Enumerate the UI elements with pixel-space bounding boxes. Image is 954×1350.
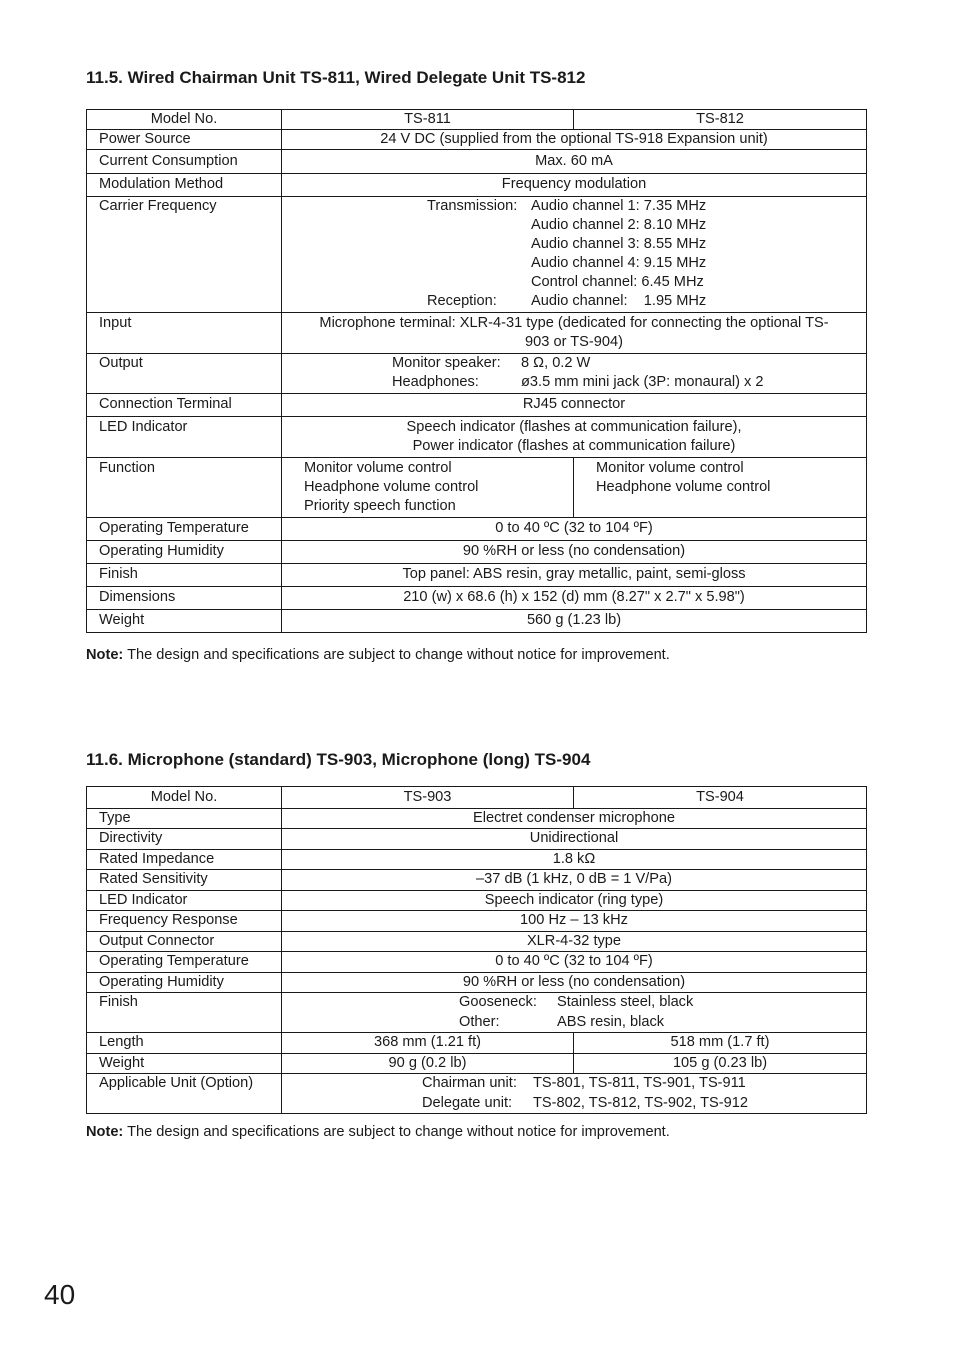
- value-current-consumption: Max. 60 mA: [282, 150, 867, 174]
- t2-row-rated-impedance: [87, 849, 867, 870]
- value-input: [282, 313, 867, 354]
- value-operating-humidity: 90 %RH or less (no condensation): [282, 541, 867, 564]
- row-dimensions: [87, 587, 867, 610]
- label-dimensions: Dimensions: [87, 587, 282, 610]
- function-ts811-item-1: Monitor volume control: [304, 460, 452, 476]
- carrier-tx-line-5: [427, 273, 862, 292]
- t2-row-frequency-response: [87, 911, 867, 932]
- t2-value-output-connector: XLR-4-32 type: [282, 931, 867, 952]
- t2-applicable-delegate-label: Delegate unit:: [422, 1094, 513, 1111]
- t2-value-weight-ts903: 90 g (0.2 lb): [282, 1053, 574, 1074]
- input-line-2: 903 or TS-904): [525, 334, 623, 350]
- carrier-transmission-line: [427, 197, 862, 216]
- carrier-transmission-label: Transmission:: [427, 198, 518, 214]
- value-led-indicator: [282, 417, 867, 458]
- t2-value-applicable-unit: [282, 1074, 867, 1114]
- value-output: [282, 354, 867, 394]
- t2-finish-other-line: [459, 1013, 862, 1033]
- value-dimensions: 210 (w) x 68.6 (h) x 152 (d) mm (8.27" x 2.7" x 5.98"): [282, 587, 867, 610]
- t2-value-directivity: Unidirectional: [282, 829, 867, 850]
- row-operating-temperature: [87, 518, 867, 541]
- header-ts811: TS-811: [282, 110, 574, 130]
- label-input: Input: [87, 313, 282, 354]
- t2-row-type: [87, 808, 867, 829]
- note-section-2: [86, 1123, 670, 1141]
- t2-label-frequency-response: Frequency Response: [87, 911, 282, 932]
- section-title-11-6: 11.6. Microphone (standard) TS-903, Microphone (long) TS-904: [86, 750, 591, 769]
- function-ts811-item-2: Headphone volume control: [304, 479, 479, 495]
- row-current-consumption: [87, 150, 867, 174]
- output-headphones-label: Headphones:: [392, 374, 479, 390]
- output-speaker-value: 8 Ω, 0.2 W: [521, 355, 591, 371]
- t2-row-applicable-unit: [87, 1074, 867, 1114]
- t2-row-operating-humidity: [87, 972, 867, 993]
- row-modulation-method: [87, 174, 867, 197]
- t2-value-weight-ts904: 105 g (0.23 lb): [574, 1053, 867, 1074]
- t2-value-operating-temperature: 0 to 40 ºC (32 to 104 ºF): [282, 952, 867, 973]
- t2-label-finish: Finish: [87, 993, 282, 1033]
- note-label: Note:: [86, 647, 124, 663]
- table2-header-row: [87, 787, 867, 809]
- t2-row-output-connector: [87, 931, 867, 952]
- function-ts812-item-1: Monitor volume control: [596, 460, 744, 476]
- value-function-ts812: [574, 458, 867, 518]
- carrier-tx-line-4-text: Audio channel 4: 9.15 MHz: [531, 255, 707, 271]
- t2-finish-other-value: ABS resin, black: [557, 1013, 665, 1030]
- row-function: [87, 458, 867, 518]
- t2-label-type: Type: [87, 808, 282, 829]
- carrier-reception-label: Reception:: [427, 293, 497, 309]
- t2-label-directivity: Directivity: [87, 829, 282, 850]
- t2-value-rated-sensitivity: –37 dB (1 kHz, 0 dB = 1 V/Pa): [282, 870, 867, 891]
- note2-text: The design and specifications are subject to change without notice for improvement.: [123, 1124, 670, 1140]
- t2-label-length: Length: [87, 1033, 282, 1054]
- t2-value-led-indicator: Speech indicator (ring type): [282, 890, 867, 911]
- t2-header-model-no: Model No.: [87, 787, 282, 809]
- carrier-tx-line-4: [427, 254, 862, 273]
- t2-header-ts903: TS-903: [282, 787, 574, 809]
- t2-row-finish: [87, 993, 867, 1033]
- t2-label-rated-sensitivity: Rated Sensitivity: [87, 870, 282, 891]
- t2-value-operating-humidity: 90 %RH or less (no condensation): [282, 972, 867, 993]
- t2-applicable-delegate-value: TS-802, TS-812, TS-902, TS-912: [533, 1094, 748, 1111]
- row-led-indicator: [87, 417, 867, 458]
- label-connection-terminal: Connection Terminal: [87, 394, 282, 417]
- t2-finish-gooseneck-line: [459, 993, 862, 1013]
- output-speaker-label: Monitor speaker:: [392, 355, 501, 371]
- t2-row-length: [87, 1033, 867, 1054]
- row-input: [87, 313, 867, 354]
- carrier-tx-line-3-text: Audio channel 3: 8.55 MHz: [531, 236, 707, 252]
- label-modulation-method: Modulation Method: [87, 174, 282, 197]
- t2-label-rated-impedance: Rated Impedance: [87, 849, 282, 870]
- row-weight: [87, 610, 867, 633]
- t2-applicable-chairman-line: [422, 1074, 862, 1094]
- t2-row-operating-temperature: [87, 952, 867, 973]
- t2-value-type: Electret condenser microphone: [282, 808, 867, 829]
- carrier-reception-line: [427, 292, 862, 312]
- t2-value-frequency-response: 100 Hz – 13 kHz: [282, 911, 867, 932]
- led-line-2: Power indicator (flashes at communication failure): [412, 438, 736, 454]
- t2-label-applicable-unit: Applicable Unit (Option): [87, 1074, 282, 1114]
- t2-value-finish: [282, 993, 867, 1033]
- t2-value-rated-impedance: 1.8 kΩ: [282, 849, 867, 870]
- value-function-ts811: [282, 458, 574, 518]
- note2-label: Note:: [86, 1124, 124, 1140]
- value-finish: Top panel: ABS resin, gray metallic, paint, semi-gloss: [282, 564, 867, 587]
- spec-table-ts903-ts904: [86, 786, 867, 1114]
- table-header-row: [87, 110, 867, 130]
- t2-label-output-connector: Output Connector: [87, 931, 282, 952]
- label-operating-humidity: Operating Humidity: [87, 541, 282, 564]
- t2-value-length-ts903: 368 mm (1.21 ft): [282, 1033, 574, 1054]
- carrier-tx-line-2: [427, 216, 862, 235]
- row-connection-terminal: [87, 394, 867, 417]
- led-line-1: Speech indicator (flashes at communication failure),: [406, 419, 742, 435]
- spec-table-ts811-ts812: [86, 109, 867, 633]
- row-carrier-frequency: [87, 197, 867, 313]
- value-power-source: 24 V DC (supplied from the optional TS-918 Expansion unit): [282, 130, 867, 150]
- header-model-no: Model No.: [87, 110, 282, 130]
- row-finish: [87, 564, 867, 587]
- label-finish: Finish: [87, 564, 282, 587]
- t2-finish-other-label: Other:: [459, 1013, 500, 1030]
- t2-label-operating-humidity: Operating Humidity: [87, 972, 282, 993]
- section-title-11-5: 11.5. Wired Chairman Unit TS-811, Wired Delegate Unit TS-812: [86, 68, 586, 87]
- function-ts812-item-2: Headphone volume control: [596, 479, 771, 495]
- label-carrier-frequency: Carrier Frequency: [87, 197, 282, 313]
- label-led-indicator: LED Indicator: [87, 417, 282, 458]
- t2-row-rated-sensitivity: [87, 870, 867, 891]
- t2-applicable-delegate-line: [422, 1094, 862, 1114]
- value-modulation-method: Frequency modulation: [282, 174, 867, 197]
- t2-finish-gooseneck-value: Stainless steel, black: [557, 994, 694, 1010]
- t2-finish-gooseneck-label: Gooseneck:: [459, 994, 537, 1010]
- value-operating-temperature: 0 to 40 ºC (32 to 104 ºF): [282, 518, 867, 541]
- t2-applicable-chairman-label: Chairman unit:: [422, 1075, 517, 1091]
- t2-label-led-indicator: LED Indicator: [87, 890, 282, 911]
- page-number: 40: [44, 1279, 76, 1310]
- function-ts811-item-3: Priority speech function: [304, 498, 456, 514]
- carrier-tx-line-1: Audio channel 1: 7.35 MHz: [531, 198, 707, 214]
- t2-applicable-chairman-value: TS-801, TS-811, TS-901, TS-911: [533, 1075, 746, 1091]
- row-power-source: [87, 130, 867, 150]
- output-headphones-value: ø3.5 mm mini jack (3P: monaural) x 2: [521, 374, 764, 390]
- label-power-source: Power Source: [87, 130, 282, 150]
- t2-label-operating-temperature: Operating Temperature: [87, 952, 282, 973]
- value-connection-terminal: RJ45 connector: [282, 394, 867, 417]
- t2-value-length-ts904: 518 mm (1.7 ft): [574, 1033, 867, 1054]
- label-operating-temperature: Operating Temperature: [87, 518, 282, 541]
- carrier-tx-line-3: [427, 235, 862, 254]
- t2-label-weight: Weight: [87, 1053, 282, 1074]
- t2-header-ts904: TS-904: [574, 787, 867, 809]
- header-ts812: TS-812: [574, 110, 867, 130]
- note-section-1: [86, 646, 670, 664]
- t2-row-led-indicator: [87, 890, 867, 911]
- carrier-tx-line-5-text: Control channel: 6.45 MHz: [531, 274, 704, 290]
- label-output: Output: [87, 354, 282, 394]
- label-function: Function: [87, 458, 282, 518]
- row-operating-humidity: [87, 541, 867, 564]
- label-weight: Weight: [87, 610, 282, 633]
- output-headphones-line: [392, 373, 862, 392]
- t2-row-directivity: [87, 829, 867, 850]
- label-current-consumption: Current Consumption: [87, 150, 282, 174]
- input-line-1: Microphone terminal: XLR-4-31 type (dedicated for connecting the optional TS-: [319, 315, 829, 331]
- value-carrier-frequency: [282, 197, 867, 313]
- t2-row-weight: [87, 1053, 867, 1074]
- value-weight: 560 g (1.23 lb): [282, 610, 867, 633]
- output-speaker-line: [392, 354, 862, 373]
- carrier-tx-line-2-text: Audio channel 2: 8.10 MHz: [531, 217, 707, 233]
- note-text: The design and specifications are subject to change without notice for improvement.: [123, 647, 670, 663]
- carrier-reception-value: Audio channel: 1.95 MHz: [531, 293, 707, 309]
- row-output: [87, 354, 867, 394]
